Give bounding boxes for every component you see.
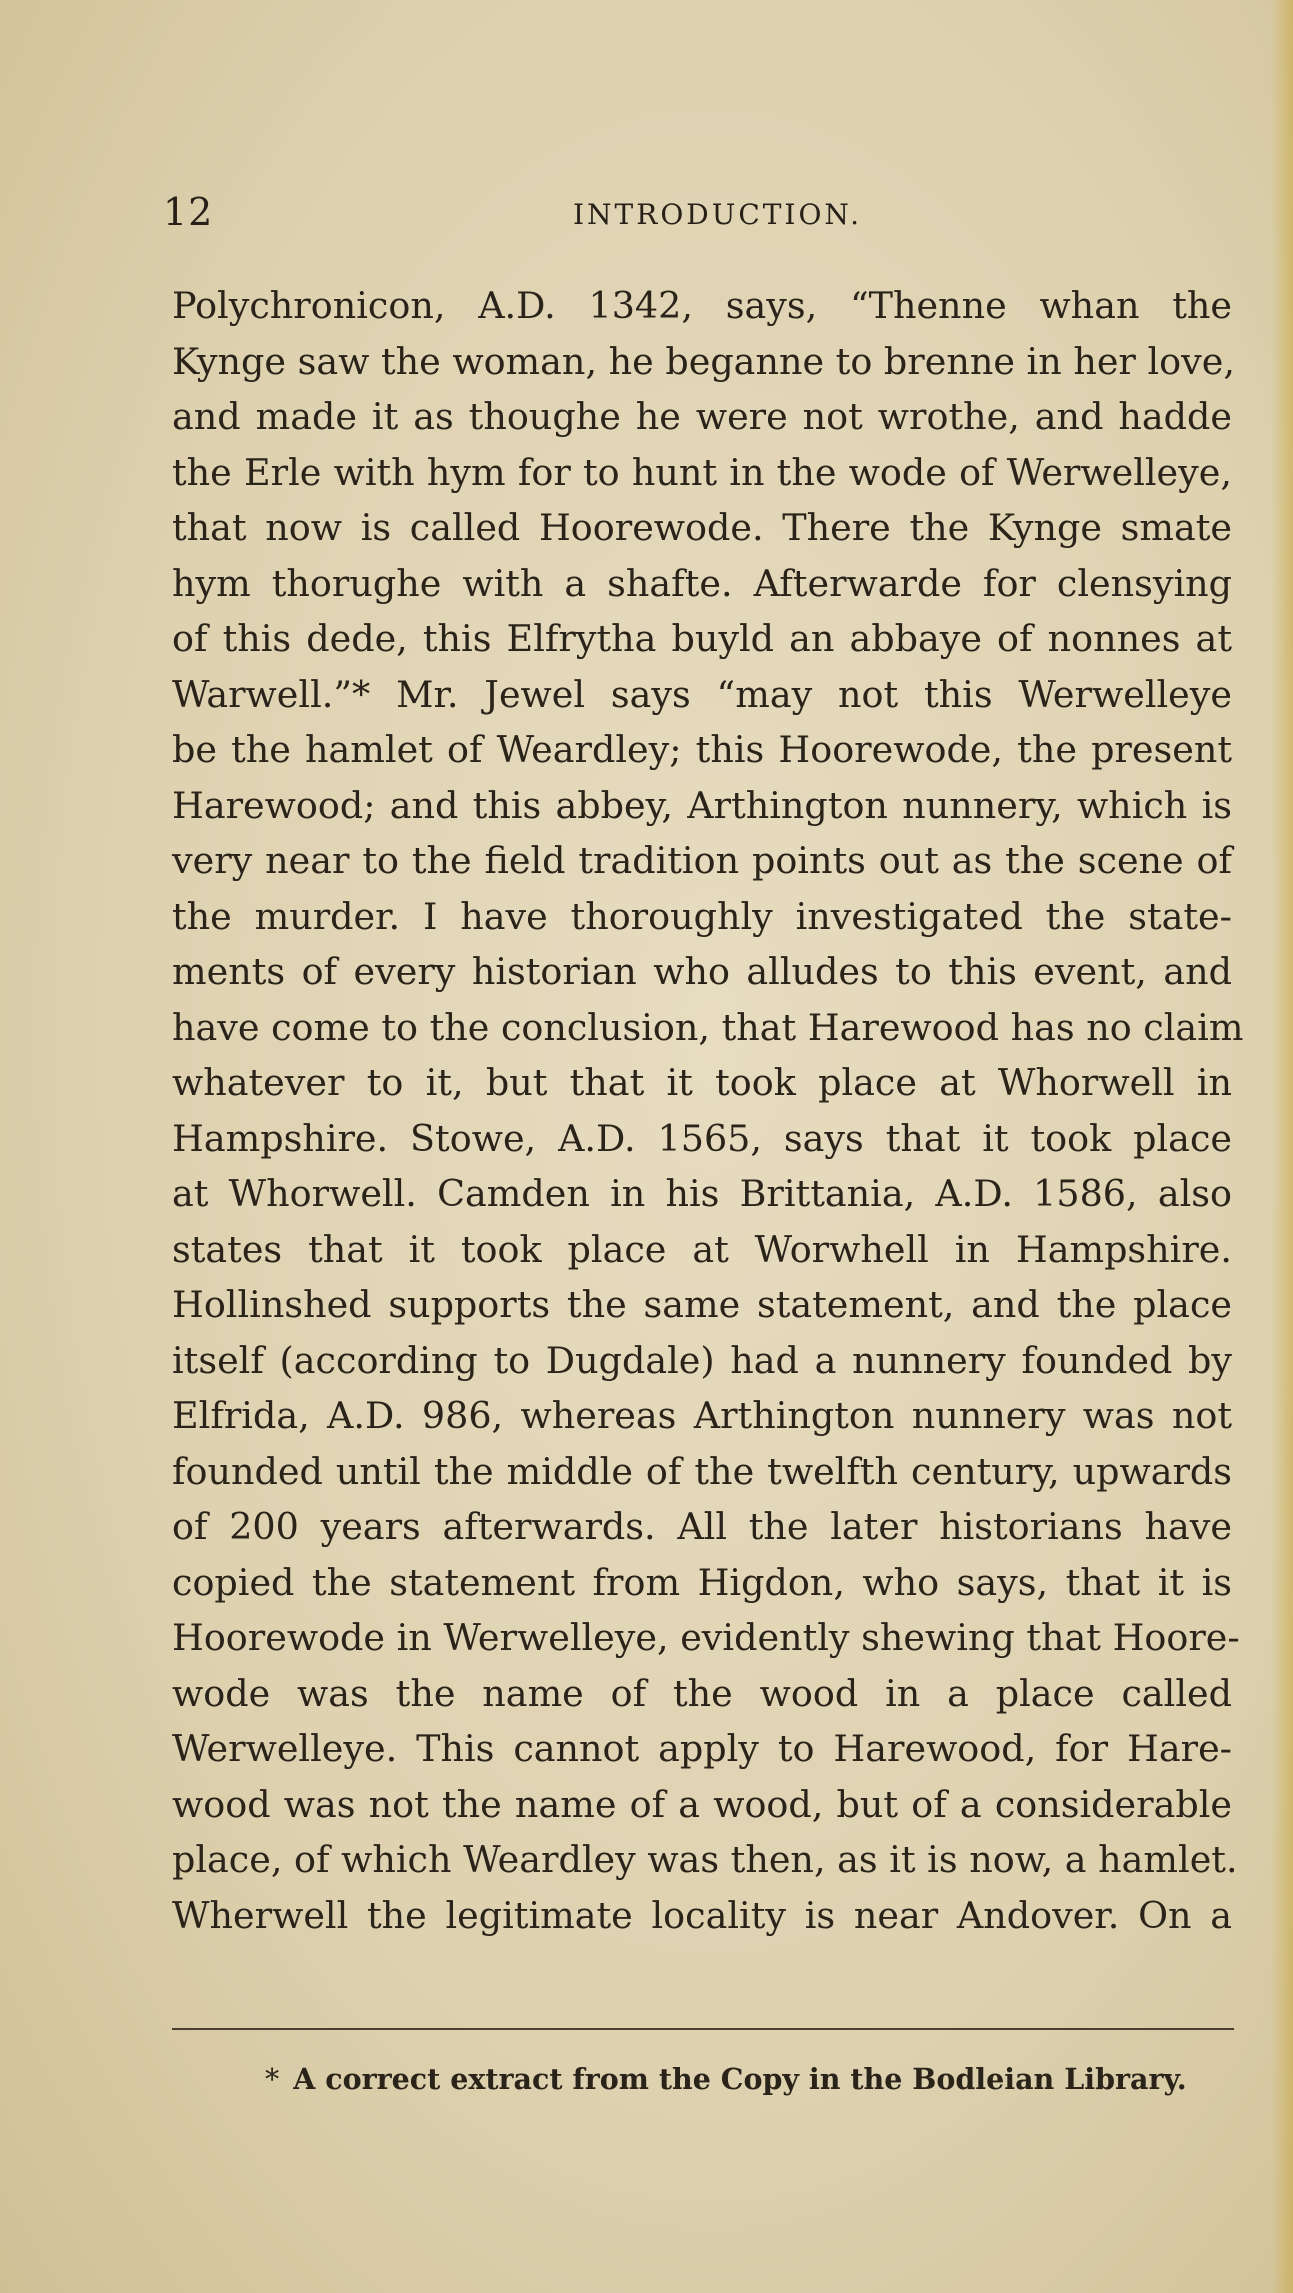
text-line: very near to the field tradition points out as the scene of [172, 839, 1232, 882]
footnote [265, 2062, 1187, 2096]
text-line: founded until the middle of the twelfth century, upwards [172, 1449, 1232, 1493]
text-line: Kynge saw the woman, he beganne to brenne in her love, [172, 339, 1235, 383]
page-edge-shading [1271, 0, 1293, 2293]
text-line: Wherwell the legitimate locality is near Andover. On a [172, 1893, 1232, 1937]
text-line: Werwelleye. This cannot apply to Harewood, for Hare- [172, 1727, 1232, 1770]
text-line: the Erle with hym for to hunt in the wode of Werwelleye, [172, 450, 1232, 494]
text-line: and made it as thoughe he were not wrothe, and hadde [172, 395, 1232, 438]
footnote-text: A correct extract from the Copy in the Bodleian Library. [293, 2062, 1187, 2096]
footnote-rule [172, 2028, 1234, 2030]
text-line: states that it took place at Worwhell in Hampshire. [172, 1227, 1232, 1271]
text-line: ments of every historian who alludes to this event, and [172, 950, 1232, 993]
text-line: Hollinshed supports the same statement, and the place [172, 1283, 1232, 1326]
text-line: of 200 years afterwards. All the later historians have [172, 1505, 1232, 1548]
footnote-mark: * [265, 2063, 280, 2096]
page-header [163, 190, 1243, 240]
text-line: at Whorwell. Camden in his Brittania, A.D. 1586, also [172, 1172, 1232, 1215]
text-line: Hampshire. Stowe, A.D. 1565, says that it took place [172, 1116, 1232, 1160]
text-line: place, of which Weardley was then, as it is now, a hamlet. [172, 1838, 1238, 1881]
text-line: wood was not the name of a wood, but of a considerable [172, 1782, 1232, 1826]
text-line: that now is called Hoorewode. There the Kynge smate [172, 506, 1232, 549]
text-line: be the hamlet of Weardley; this Hoorewode, the present [172, 728, 1232, 771]
text-line: hym thorughe with a shafte. Afterwarde for clensying [172, 561, 1232, 605]
text-line: have come to the conclusion, that Harewood has no claim [172, 1005, 1244, 1049]
text-line: Warwell.”* Mr. Jewel says “may not this Werwelleye [172, 672, 1232, 716]
text-line: Elfrida, A.D. 986, whereas Arthington nunnery was not [172, 1394, 1232, 1437]
text-line: of this dede, this Elfrytha buyld an abbaye of nonnes at [172, 617, 1232, 660]
page-number: 12 [163, 190, 214, 234]
text-line: copied the statement from Higdon, who says, that it is [172, 1560, 1232, 1604]
text-line: wode was the name of the wood in a place called [172, 1671, 1232, 1715]
running-head: INTRODUCTION. [573, 198, 863, 231]
text-line: Polychronicon, A.D. 1342, says, “Thenne whan the [172, 284, 1232, 327]
text-line: the murder. I have thoroughly investigated the state- [172, 894, 1232, 938]
body-text [172, 278, 1244, 1943]
text-line: Harewood; and this abbey, Arthington nunnery, which is [172, 783, 1232, 827]
text-line: whatever to it, but that it took place at Whorwell in [172, 1061, 1232, 1104]
text-line: Hoorewode in Werwelleye, evidently shewing that Hoore- [172, 1616, 1240, 1659]
text-line: itself (according to Dugdale) had a nunnery founded by [172, 1338, 1232, 1382]
